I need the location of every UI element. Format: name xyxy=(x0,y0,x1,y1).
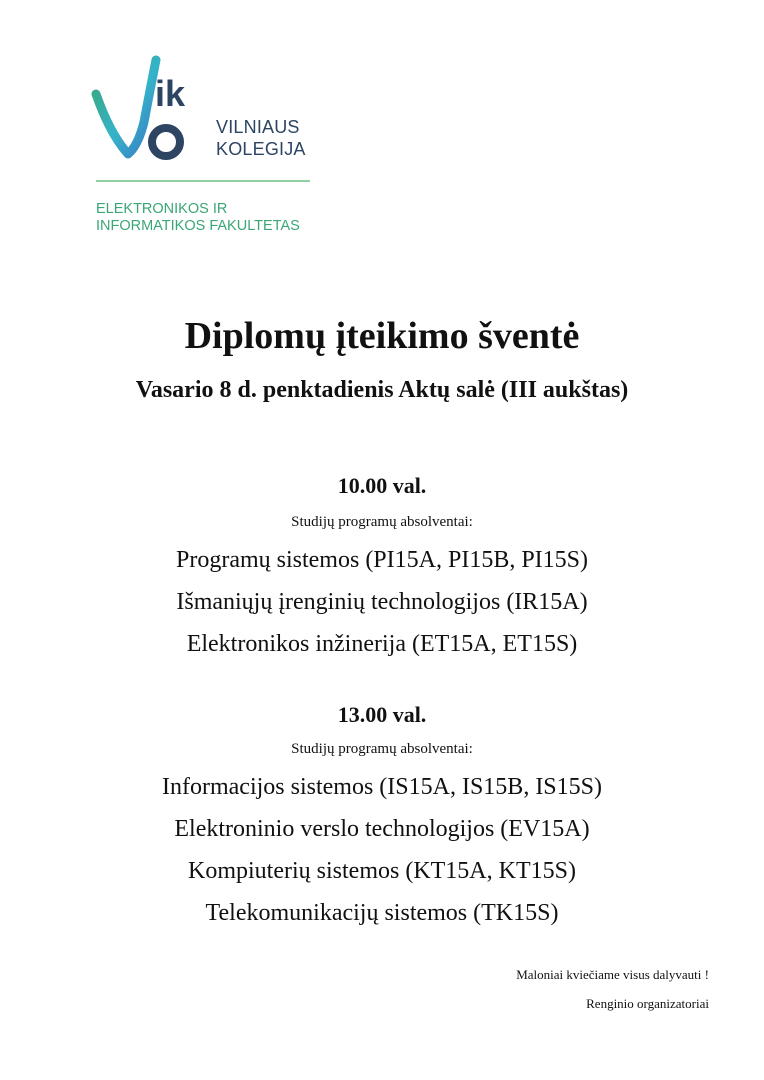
session-2-intro: Studijų programų absolventai: xyxy=(291,741,473,757)
logo-faculty-line-1: ELEKTRONIKOS IR xyxy=(96,201,228,217)
viko-logo xyxy=(88,50,318,240)
logo-name-line-1: VILNIAUS xyxy=(216,117,300,137)
session-2-program: Kompiuterių sistemos (KT15A, KT15S) xyxy=(188,858,576,884)
logo-name-line-2: KOLEGIJA xyxy=(216,139,306,159)
event-subtitle: Vasario 8 d. penktadienis Aktų salė (III aukštas) xyxy=(135,377,629,403)
session-2-time: 13.00 val. xyxy=(337,702,427,727)
session-2-program: Informacijos sistemos (IS15A, IS15B, IS15S) xyxy=(162,774,602,800)
footer-invitation: Maloniai kviečiame visus dalyvauti ! xyxy=(516,967,709,982)
viko-logo-letters: ik xyxy=(155,73,186,114)
session-2-program: Telekomunikacijų sistemos (TK15S) xyxy=(205,900,559,926)
logo-faculty-name xyxy=(96,201,300,235)
session-1-intro: Studijų programų absolventai: xyxy=(291,514,473,530)
session-1-program: Programų sistemos (PI15A, PI15B, PI15S) xyxy=(175,547,589,573)
session-1-program: Išmaniųjų įrenginių technologijos (IR15A) xyxy=(176,589,588,615)
footer-organizers: Renginio organizatoriai xyxy=(586,996,709,1011)
session-1-time: 10.00 val. xyxy=(337,473,427,498)
logo-faculty-line-2: INFORMATIKOS FAKULTETAS xyxy=(96,218,300,234)
viko-logo-mark xyxy=(88,50,218,170)
session-1-program: Elektronikos inžinerija (ET15A, ET15S) xyxy=(186,631,578,657)
logo-college-name xyxy=(216,116,306,160)
session-2-program: Elektroninio verslo technologijos (EV15A) xyxy=(174,816,590,842)
logo-divider xyxy=(96,180,310,182)
event-title: Diplomų įteikimo šventė xyxy=(184,315,580,357)
